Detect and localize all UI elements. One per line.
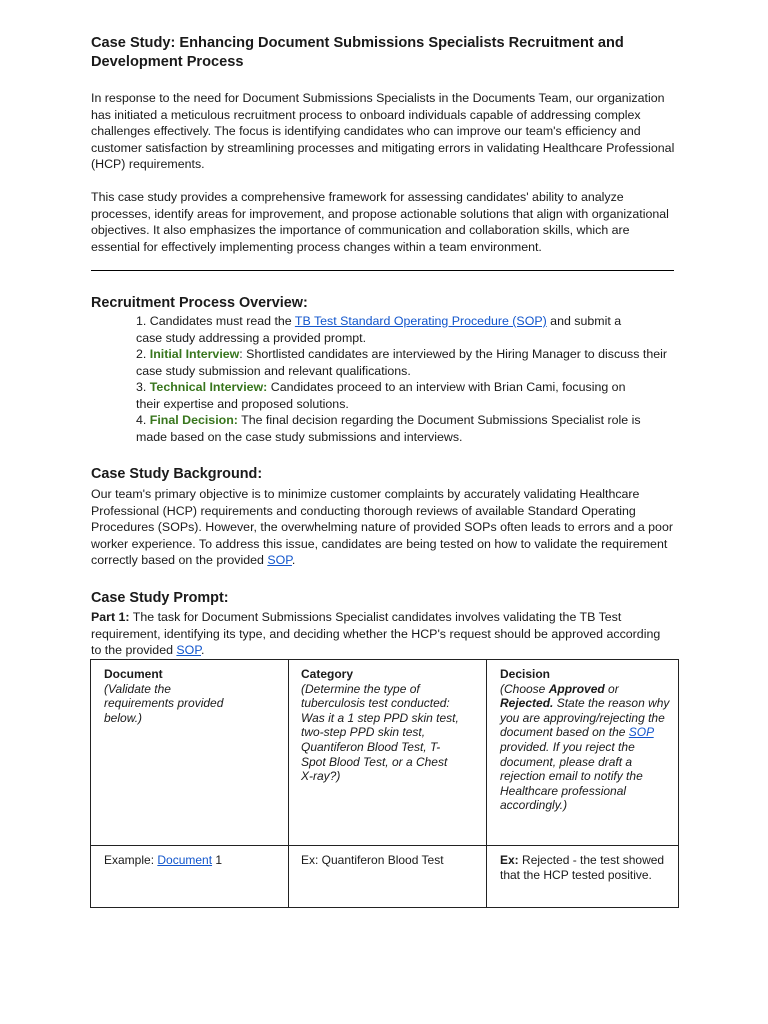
example-decision: Ex: Rejected - the test showed that the HCP tested positive. — [487, 846, 679, 908]
validation-table — [90, 659, 679, 908]
overview-heading: Recruitment Process Overview: — [91, 295, 308, 311]
example-category: Ex: Quantiferon Blood Test — [289, 846, 487, 908]
divider — [91, 270, 674, 271]
step-2: 2. Initial Interview: Shortlisted candidates are interviewed by the Hiring Manager to discuss their case study submission and relevant qualifications. — [136, 347, 667, 378]
header-category: Category (Determine the type of tuberculosis test conducted: Was it a 1 step PPD skin test, two-step PPD skin test, Quantiferon Blood Test, T-Spot Blood Test, or a Chest X-ray?) — [289, 660, 487, 846]
document-title: Case Study: Enhancing Document Submissions Specialists Recruitment and Development Process — [91, 35, 624, 70]
step-1: 1. Candidates must read the TB Test Standard Operating Procedure (SOP) and submit a case study addressing a provided prompt. — [136, 314, 622, 345]
sop-link[interactable]: TB Test Standard Operating Procedure (SOP) — [294, 314, 547, 328]
table-row — [91, 846, 679, 908]
intro-paragraph-2: This case study provides a comprehensive framework for assessing candidates' ability to analyze processes, identify areas for improvement, and propose actionable solutions that align with organizational objectives. It also emphasizes the importance of communication and collaboration skills, which are essential for effectively implementing process changes within a team environment. — [91, 190, 669, 254]
step-3: 3. Technical Interview: Candidates proceed to an interview with Brian Cami, focusing on their expertise and proposed solutions. — [136, 380, 626, 411]
header-document: Document (Validate the requirements provided below.) — [91, 660, 289, 846]
background-heading: Case Study Background: — [91, 466, 263, 482]
sop-link[interactable]: SOP — [176, 643, 201, 657]
sop-link[interactable]: SOP — [628, 725, 654, 740]
step-4: 4. Final Decision: The final decision regarding the Document Submissions Specialist role is made based on the case study submissions and interviews. — [136, 413, 641, 444]
prompt-paragraph: Part 1: The task for Document Submissions Specialist candidates involves validating the TB Test requirement, identifying its type, and deciding whether the HCP's request should be approved according to the provided SOP. — [91, 610, 661, 657]
table-header-row — [91, 660, 679, 846]
recruitment-steps — [136, 313, 696, 445]
intro-paragraph-1: In response to the need for Document Submissions Specialists in the Documents Team, our organization has initiated a meticulous recruitment process to onboard individuals capable of addressing complex challenges effectively. The focus is identifying candidates who can improve our team's efficiency and customer satisfaction by streamlining processes and mitigating errors in validating Healthcare Professional (HCP) requirements. — [91, 91, 675, 171]
header-decision: Decision (Choose Approved or Rejected. State the reason why you are approving/rejecting the document based on the SOP provided. If you reject the document, please draft a rejection email to notify the Healthcare professional accordingly.) — [487, 660, 679, 846]
prompt-heading: Case Study Prompt: — [91, 590, 229, 606]
example-document: Example: Document 1 — [91, 846, 289, 908]
document-link[interactable]: Document — [157, 853, 213, 867]
background-paragraph: Our team's primary objective is to minimize customer complaints by accurately validating Healthcare Professional (HCP) requirements and conducting thorough reviews of available Standard Operating Procedures (SOPs). However, the overwhelming nature of provided SOPs often leads to errors and a poor worker experience. To address this issue, candidates are being tested on how to validate the requirement correctly based on the provided SOP. — [91, 487, 673, 567]
sop-link[interactable]: SOP — [267, 553, 292, 567]
